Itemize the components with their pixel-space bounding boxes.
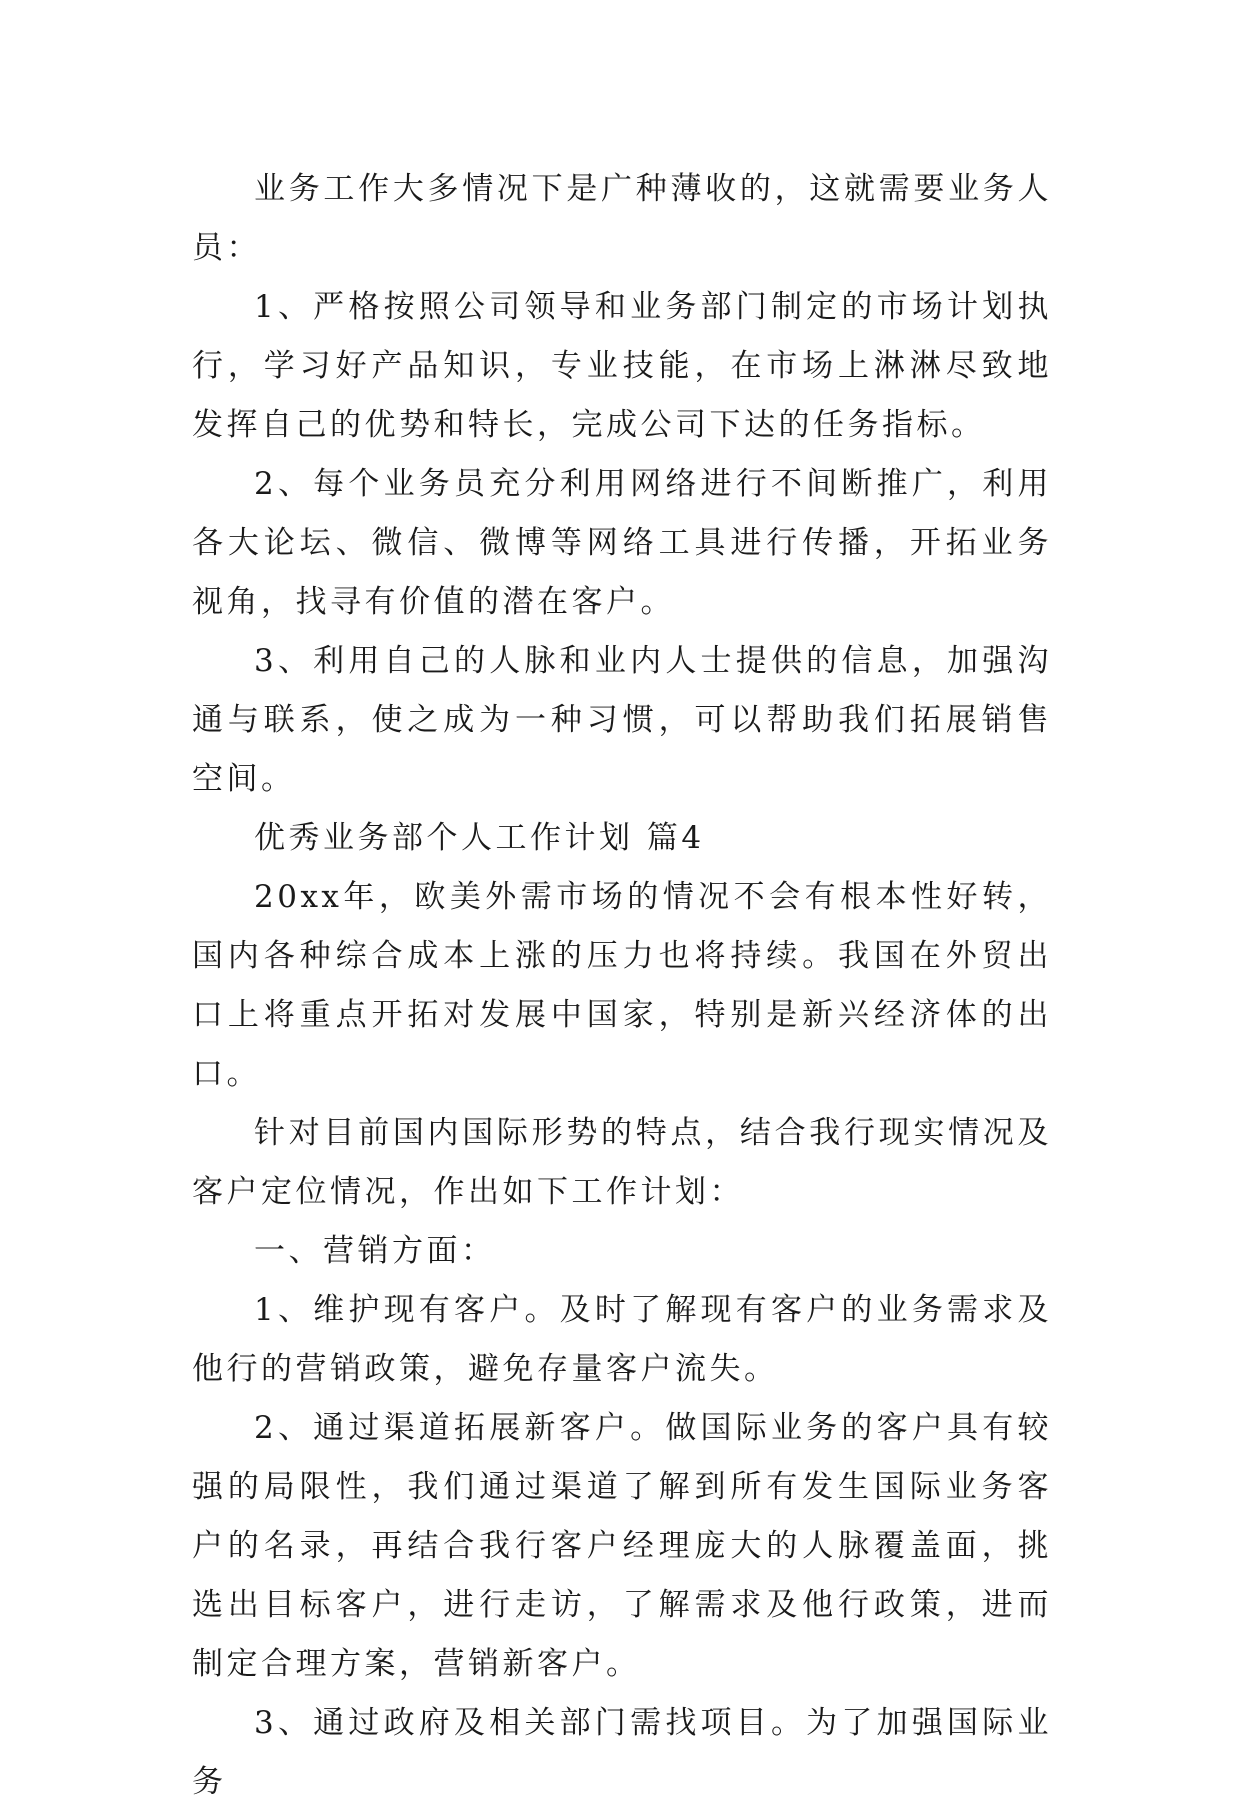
section-heading: 优秀业务部个人工作计划 篇4 [254, 820, 705, 856]
paragraph-marketing-1: 1、维护现有客户。及时了解现有客户的业务需求及他行的营销政策，避免存量客户流失。 [192, 1292, 1052, 1387]
paragraph-marketing-3: 3、通过政府及相关部门需找项目。为了加强国际业务 [192, 1705, 1052, 1800]
paragraph-item-2: 2、每个业务员充分利用网络进行不间断推广，利用各大论坛、微信、微博等网络工具进行传播，开拓业务视角，找寻有价值的潜在客户。 [192, 466, 1052, 620]
paragraph-intro: 业务工作大多情况下是广种薄收的，这就需要业务人员： [192, 171, 1052, 266]
subsection-heading: 一、营销方面： [254, 1233, 496, 1269]
paragraph-plan-intro: 针对目前国内国际形势的特点，结合我行现实情况及客户定位情况，作出如下工作计划： [192, 1115, 1052, 1210]
paragraph-item-1: 1、严格按照公司领导和业务部门制定的市场计划执行，学习好产品知识，专业技能，在市场上淋淋尽致地发挥自己的优势和特长，完成公司下达的任务指标。 [192, 289, 1052, 443]
paragraph-item-3: 3、利用自己的人脉和业内人士提供的信息，加强沟通与联系，使之成为一种习惯，可以帮助我们拓展销售空间。 [192, 643, 1052, 797]
document-body [192, 160, 1052, 1812]
paragraph-overview: 20xx年，欧美外需市场的情况不会有根本性好转，国内各种综合成本上涨的压力也将持续。我国在外贸出口上将重点开拓对发展中国家，特别是新兴经济体的出口。 [192, 879, 1052, 1092]
paragraph-marketing-2: 2、通过渠道拓展新客户。做国际业务的客户具有较强的局限性，我们通过渠道了解到所有发生国际业务客户的名录，再结合我行客户经理庞大的人脉覆盖面，挑选出目标客户，进行走访，了解需求及他行政策，进而制定合理方案，营销新客户。 [192, 1410, 1052, 1682]
